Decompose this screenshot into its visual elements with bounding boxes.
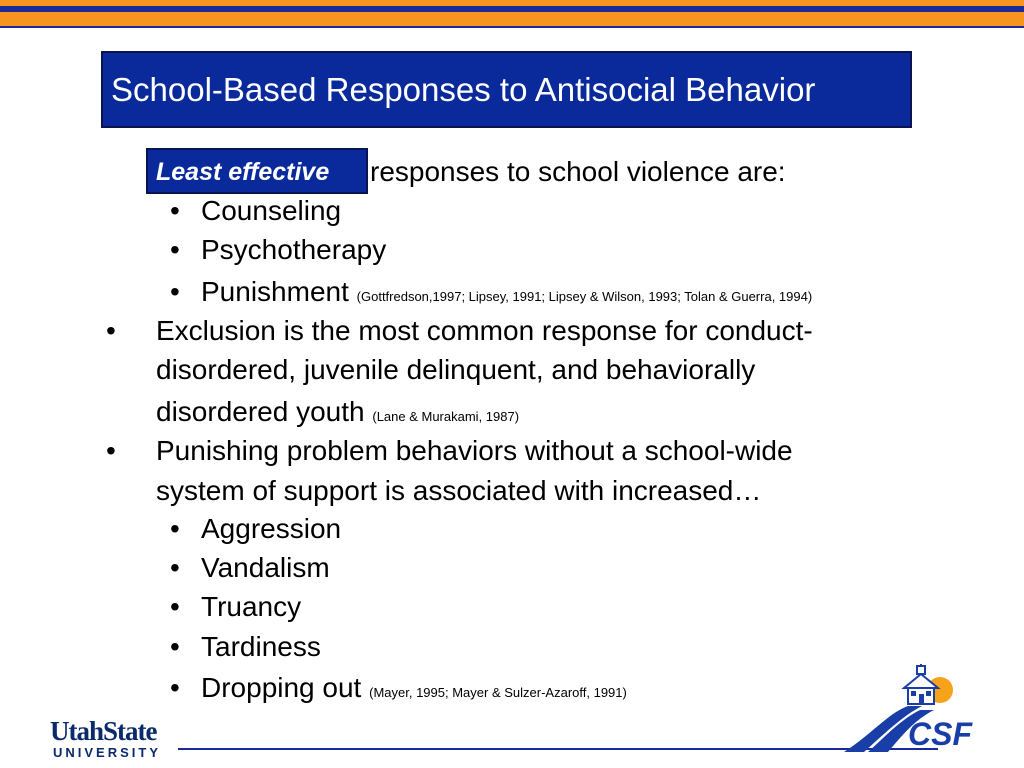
sub-bullet-marker: • bbox=[170, 672, 180, 703]
list-item-punishment-text: Punishment bbox=[201, 276, 349, 307]
main-bullet-marker: • bbox=[106, 435, 116, 466]
exclusion-line-3-text: disordered youth bbox=[156, 396, 365, 427]
sub-bullet-marker: • bbox=[170, 631, 180, 662]
list-item-dropping-out bbox=[201, 671, 627, 710]
list-item-counseling: Counseling bbox=[201, 195, 342, 226]
list-item-dropping-out-text: Dropping out bbox=[201, 672, 362, 703]
utah-state-wordmark: UtahState bbox=[50, 716, 157, 746]
punishing-line-1: Punishing problem behaviors without a school-wide bbox=[156, 435, 793, 466]
university-wordmark: UNIVERSITY bbox=[53, 745, 162, 760]
sub-bullet-marker: • bbox=[170, 591, 180, 622]
list-item-vandalism: Vandalism bbox=[201, 552, 330, 583]
citation-punishment: (Gottfredson,1997; Lipsey, 1991; Lipsey & Wilson, 1993; Tolan & Guerra, 1994) bbox=[356, 289, 813, 304]
citation-exclusion: (Lane & Murakami, 1987) bbox=[372, 409, 520, 424]
least-effective-label: Least effective bbox=[156, 158, 330, 186]
list-item-punishment bbox=[201, 275, 812, 314]
exclusion-line-1: Exclusion is the most common response for conduct- bbox=[156, 315, 813, 346]
schoolhouse-icon bbox=[904, 664, 938, 704]
csf-wordmark: CSF bbox=[908, 716, 972, 752]
sub-bullet-marker: • bbox=[170, 513, 180, 544]
sub-bullet-marker: • bbox=[170, 276, 180, 307]
punishing-line-2: system of support is associated with increased… bbox=[156, 475, 762, 506]
list-item-psychotherapy: Psychotherapy bbox=[201, 234, 387, 265]
sub-bullet-marker: • bbox=[170, 195, 180, 226]
list-item-aggression: Aggression bbox=[201, 513, 342, 544]
slide-title: School-Based Responses to Antisocial Behavior bbox=[111, 70, 816, 108]
main-bullet-marker: • bbox=[106, 315, 116, 346]
intro-text: responses to school violence are: bbox=[370, 156, 786, 187]
sub-bullet-marker: • bbox=[170, 234, 180, 265]
citation-dropping-out: (Mayer, 1995; Mayer & Sulzer-Azaroff, 1991) bbox=[369, 685, 627, 700]
footer-rule bbox=[178, 748, 938, 750]
list-item-tardiness: Tardiness bbox=[201, 631, 321, 662]
exclusion-line-3 bbox=[156, 395, 519, 434]
sub-bullet-marker: • bbox=[170, 552, 180, 583]
exclusion-line-2: disordered, juvenile delinquent, and behaviorally bbox=[156, 354, 756, 385]
list-item-truancy: Truancy bbox=[201, 591, 302, 622]
